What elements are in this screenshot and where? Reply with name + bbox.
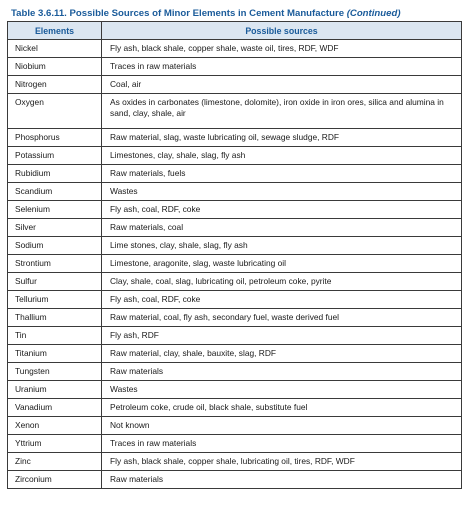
table-row [8,255,462,273]
table-row [8,40,462,58]
element-name-cell: Uranium [8,381,102,399]
possible-sources-cell: Fly ash, coal, RDF, coke [102,201,462,219]
element-name-cell: Rubidium [8,165,102,183]
table-caption-title: Table 3.6.11. Possible Sources of Minor Elements in Cement Manufacture [11,8,345,19]
table-row [8,363,462,381]
element-name-cell: Oxygen [8,94,102,129]
table-row [8,94,462,129]
table-row [8,381,462,399]
possible-sources-cell: Raw materials, coal [102,219,462,237]
table-row [8,399,462,417]
possible-sources-cell: Raw materials, fuels [102,165,462,183]
possible-sources-cell: Traces in raw materials [102,58,462,76]
table-caption [11,7,461,21]
table-row [8,309,462,327]
table-body [8,40,462,489]
element-name-cell: Tungsten [8,363,102,381]
possible-sources-cell: Limestone, aragonite, slag, waste lubricating oil [102,255,462,273]
element-name-cell: Potassium [8,147,102,165]
table-row [8,327,462,345]
element-name-cell: Nitrogen [8,76,102,94]
element-name-cell: Nickel [8,40,102,58]
element-name-cell: Selenium [8,201,102,219]
possible-sources-cell: Raw material, clay, shale, bauxite, slag, RDF [102,345,462,363]
table-row [8,147,462,165]
element-name-cell: Tellurium [8,291,102,309]
table-row [8,471,462,489]
element-name-cell: Thallium [8,309,102,327]
element-name-cell: Yttrium [8,435,102,453]
table-row [8,435,462,453]
possible-sources-cell: Petroleum coke, crude oil, black shale, substitute fuel [102,399,462,417]
possible-sources-cell: Fly ash, coal, RDF, coke [102,291,462,309]
possible-sources-cell: Fly ash, black shale, copper shale, waste oil, tires, RDF, WDF [102,40,462,58]
element-name-cell: Tin [8,327,102,345]
element-name-cell: Sulfur [8,273,102,291]
table-row [8,76,462,94]
possible-sources-cell: As oxides in carbonates (limestone, dolomite), iron oxide in iron ores, silica and alumina in sand, clay, shale, air [102,94,462,129]
possible-sources-cell: Wastes [102,183,462,201]
element-name-cell: Sodium [8,237,102,255]
possible-sources-cell: Not known [102,417,462,435]
table-row [8,237,462,255]
possible-sources-cell: Raw materials [102,471,462,489]
table-row [8,183,462,201]
table-row [8,453,462,471]
element-name-cell: Niobium [8,58,102,76]
possible-sources-cell: Lime stones, clay, shale, slag, fly ash [102,237,462,255]
element-name-cell: Scandium [8,183,102,201]
element-name-cell: Vanadium [8,399,102,417]
possible-sources-cell: Clay, shale, coal, slag, lubricating oil, petroleum coke, pyrite [102,273,462,291]
table-row [8,129,462,147]
possible-sources-cell: Raw materials [102,363,462,381]
element-name-cell: Strontium [8,255,102,273]
table-row [8,165,462,183]
minor-elements-table [7,21,462,489]
element-name-cell: Zinc [8,453,102,471]
element-name-cell: Xenon [8,417,102,435]
table-row [8,219,462,237]
element-name-cell: Titanium [8,345,102,363]
possible-sources-cell: Raw material, slag, waste lubricating oil, sewage sludge, RDF [102,129,462,147]
possible-sources-cell: Traces in raw materials [102,435,462,453]
possible-sources-cell: Wastes [102,381,462,399]
table-row [8,273,462,291]
table-row [8,345,462,363]
possible-sources-cell: Fly ash, black shale, copper shale, lubricating oil, tires, RDF, WDF [102,453,462,471]
possible-sources-cell: Fly ash, RDF [102,327,462,345]
possible-sources-cell: Coal, air [102,76,462,94]
element-name-cell: Silver [8,219,102,237]
table-row [8,201,462,219]
element-name-cell: Phosphorus [8,129,102,147]
element-name-cell: Zirconium [8,471,102,489]
table-caption-continued: (Continued) [346,8,401,19]
table-header-row [8,22,462,40]
table-row [8,58,462,76]
table-row [8,291,462,309]
header-possible-sources: Possible sources [102,22,462,40]
header-elements: Elements [8,22,102,40]
possible-sources-cell: Raw material, coal, fly ash, secondary fuel, waste derived fuel [102,309,462,327]
possible-sources-cell: Limestones, clay, shale, slag, fly ash [102,147,462,165]
table-row [8,417,462,435]
